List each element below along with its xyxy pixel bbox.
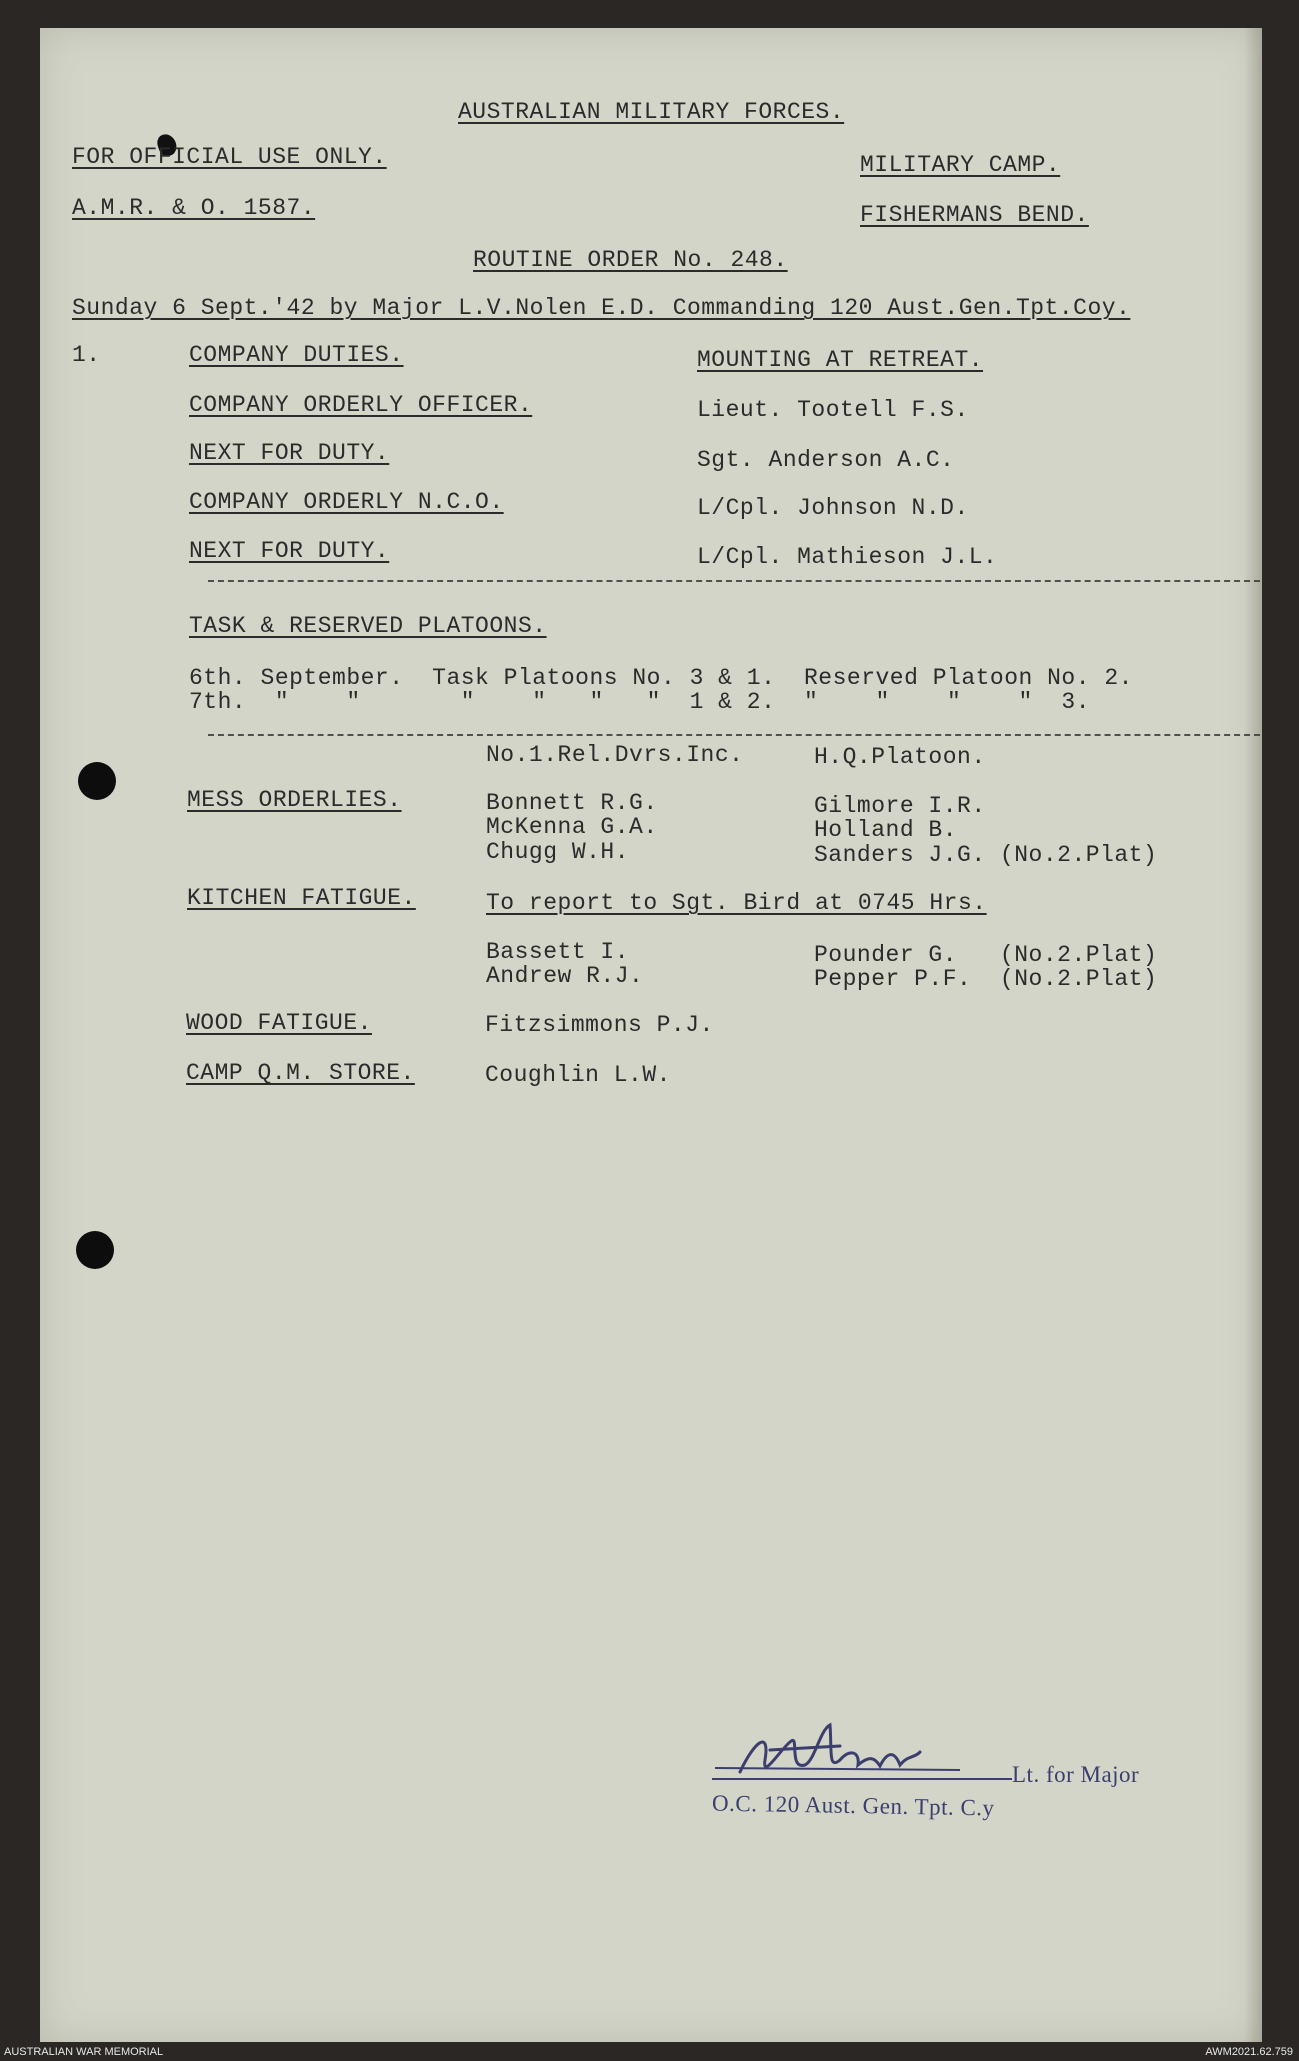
platoons-line: 7th. " " " " " " 1 & 2. " " " " 3.	[189, 689, 1091, 715]
kitchen-label: KITCHEN FATIGUE.	[187, 885, 416, 911]
date-line: Sunday 6 Sept.'42 by Major L.V.Nolen E.D. Commanding 120 Aust.Gen.Tpt.Coy.	[72, 295, 1131, 321]
footer-archive-name: AUSTRALIAN WAR MEMORIAL	[4, 2046, 164, 2058]
signature-suffix: Lt. for Major	[1012, 1762, 1140, 1787]
dashed-divider	[208, 580, 1260, 582]
mess-name: Gilmore I.R.	[814, 793, 986, 819]
order-title: ROUTINE ORDER No. 248.	[473, 247, 788, 273]
signature-line	[712, 1778, 1012, 1780]
dashed-divider	[208, 734, 1260, 736]
platoons-line: 6th. September. Task Platoons No. 3 & 1. Reserved Platoon No. 2.	[189, 665, 1133, 691]
kitchen-instruction: To report to Sgt. Bird at 0745 Hrs.	[486, 890, 987, 916]
mess-name: Holland B.	[814, 817, 958, 843]
duty-value: L/Cpl. Johnson N.D.	[697, 495, 969, 521]
footer-reference: AWM2021.62.759	[1205, 2046, 1293, 2058]
duty-label: COMPANY ORDERLY OFFICER.	[189, 392, 533, 418]
store-label: CAMP Q.M. STORE.	[186, 1060, 415, 1086]
kitchen-name: Andrew R.J.	[486, 963, 644, 989]
section-number: 1.	[72, 342, 101, 368]
store-value: Coughlin L.W.	[485, 1062, 671, 1088]
org-heading: AUSTRALIAN MILITARY FORCES.	[458, 99, 845, 125]
official-use-label: FOR OFFICIAL USE ONLY.	[72, 144, 387, 170]
location-label: FISHERMANS BEND.	[860, 202, 1089, 228]
duties-heading: COMPANY DUTIES.	[189, 342, 404, 368]
kitchen-name: Pepper P.F. (No.2.Plat)	[814, 966, 1158, 992]
camp-label: MILITARY CAMP.	[860, 152, 1061, 178]
mess-label: MESS ORDERLIES.	[187, 787, 402, 813]
kitchen-name: Pounder G. (No.2.Plat)	[814, 942, 1158, 968]
duty-label: COMPANY ORDERLY N.C.O.	[189, 489, 504, 515]
duty-value: Lieut. Tootell F.S.	[697, 397, 969, 423]
punch-hole	[76, 1231, 114, 1269]
mess-name: Sanders J.G. (No.2.Plat)	[814, 842, 1158, 868]
mess-column-head: No.1.Rel.Dvrs.Inc.	[486, 742, 744, 768]
oc-stamp: O.C. 120 Aust. Gen. Tpt. C.y	[711, 1790, 995, 1821]
mess-column-head: H.Q.Platoon.	[814, 744, 986, 770]
mess-name: McKenna G.A.	[486, 814, 658, 840]
page-edge-shadow	[1244, 28, 1262, 2042]
platoons-heading: TASK & RESERVED PLATOONS.	[189, 613, 547, 639]
mess-name: Chugg W.H.	[486, 839, 630, 865]
duty-value: Sgt. Anderson A.C.	[697, 447, 955, 473]
mounting-heading: MOUNTING AT RETREAT.	[697, 347, 984, 373]
duty-label: NEXT FOR DUTY.	[189, 440, 390, 466]
kitchen-name: Bassett I.	[486, 939, 630, 965]
punch-hole	[78, 762, 116, 800]
mess-name: Bonnett R.G.	[486, 790, 658, 816]
wood-value: Fitzsimmons P.J.	[485, 1012, 714, 1038]
duty-value: L/Cpl. Mathieson J.L.	[697, 544, 998, 570]
amr-reference: A.M.R. & O. 1587.	[72, 195, 316, 221]
duty-label: NEXT FOR DUTY.	[189, 538, 390, 564]
wood-label: WOOD FATIGUE.	[186, 1010, 372, 1036]
